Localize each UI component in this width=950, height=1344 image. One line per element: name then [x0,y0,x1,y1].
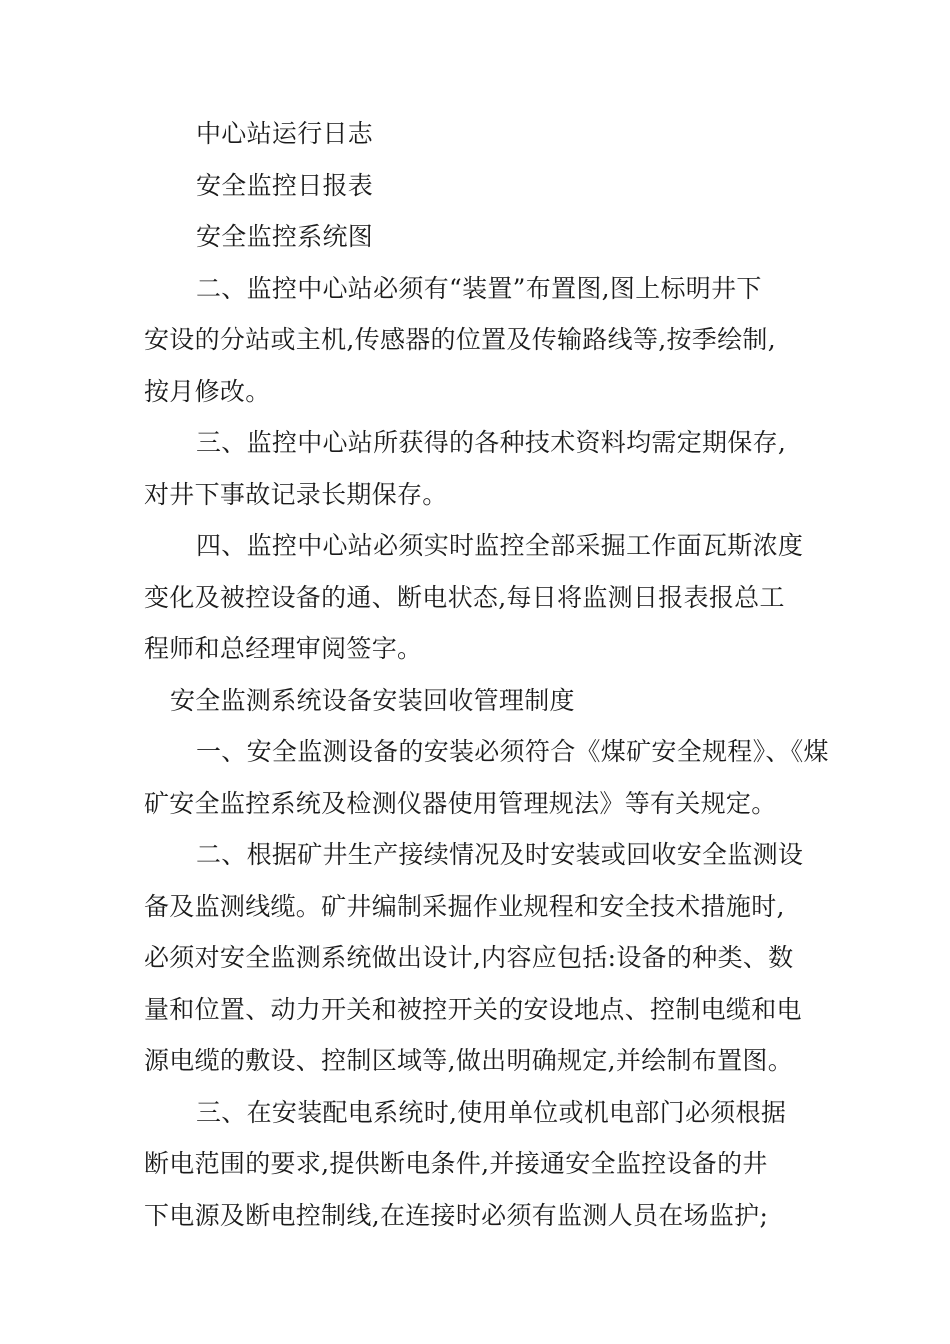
text-line: 中心站运行日志 [196,119,374,148]
text-line: 安设的分站或主机,传感器的位置及传输路线等,按季绘制, [144,325,776,354]
text-line: 四、监控中心站必须实时监控全部采掘工作面瓦斯浓度 [196,531,804,560]
text-line: 二、根据矿井生产接续情况及时安装或回收安全监测设 [196,840,804,869]
text-line: 断电范围的要求,提供断电条件,并接通安全监控设备的井 [144,1149,768,1178]
text-line: 三、监控中心站所获得的各种技术资料均需定期保存, [196,428,787,457]
document-body [144,108,829,1241]
text-line: 三、在安装配电系统时,使用单位或机电部门必须根据 [196,1097,787,1127]
text-line: 源电缆的敷设、控制区域等,做出明确规定,并绘制布置图。 [144,1046,793,1075]
text-line: 安全监控日报表 [196,170,374,200]
text-line: 安全监控系统图 [196,222,374,251]
text-line: 对井下事故记录长期保存。 [144,479,448,509]
text-line: 矿安全监控系统及检测仪器使用管理规法》等有关规定。 [144,788,777,818]
text-line: 变化及被控设备的通、断电状态,每日将监测日报表报总工 [144,582,785,612]
text-line: 必须对安全监测系统做出设计,内容应包括:设备的种类、数 [144,943,794,972]
text-line: 按月修改。 [144,376,271,406]
section-heading: 安全监测系统设备安装回收管理制度 [170,685,575,715]
text-line: 一、安全监测设备的安装必须符合《煤矿安全规程》、《煤 [196,737,829,766]
text-line: 二、监控中心站必须有“装置”布置图,图上标明井下 [196,273,762,303]
text-line: 下电源及断电控制线,在连接时必须有监测人员在场监护; [144,1200,769,1230]
text-line: 量和位置、动力开关和被控开关的安设地点、控制电缆和电 [144,994,802,1024]
text-line: 程师和总经理审阅签字。 [144,634,423,663]
text-line: 备及监测线缆。矿井编制采掘作业规程和安全技术措施时, [144,891,785,921]
